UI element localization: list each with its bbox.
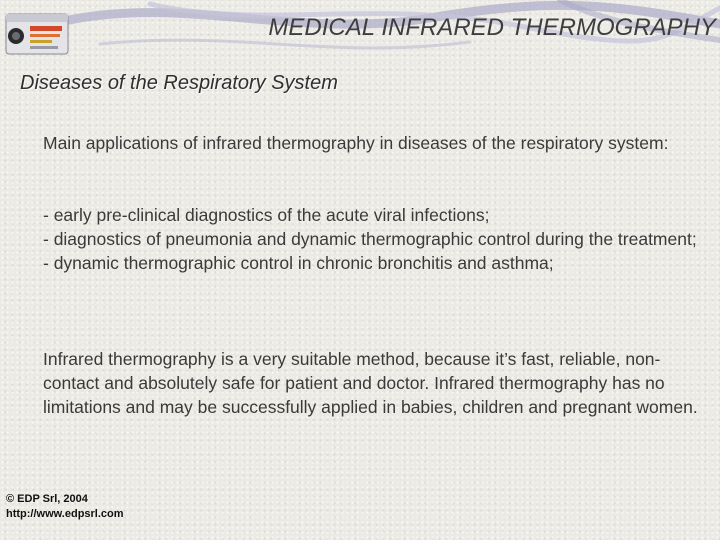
list-item: - dynamic thermographic control in chronic bronchitis and asthma; bbox=[43, 253, 554, 273]
footer-url: http://www.edpsrl.com bbox=[6, 508, 124, 520]
list-item: - diagnostics of pneumonia and dynamic thermographic control during the treatment; bbox=[43, 229, 697, 249]
bullet-list bbox=[43, 203, 703, 275]
thermograph-device-icon bbox=[4, 6, 70, 62]
footer bbox=[6, 492, 124, 522]
list-item: - early pre-clinical diagnostics of the acute viral infections; bbox=[43, 205, 490, 225]
intro-paragraph: Main applications of infrared thermography in diseases of the respiratory system: bbox=[43, 133, 669, 153]
page-title: MEDICAL INFRARED THERMOGRAPHY bbox=[268, 14, 716, 41]
copyright-text: © EDP Srl, 2004 bbox=[6, 493, 88, 505]
slide-subtitle: Diseases of the Respiratory System bbox=[20, 72, 338, 94]
conclusion-paragraph: Infrared thermography is a very suitable method, because it’s fast, reliable, non-contact and absolutely safe for patient and doctor. Infrared thermography has no limitations and may be successfully applied in babies, children and pregnant women. bbox=[43, 349, 698, 417]
